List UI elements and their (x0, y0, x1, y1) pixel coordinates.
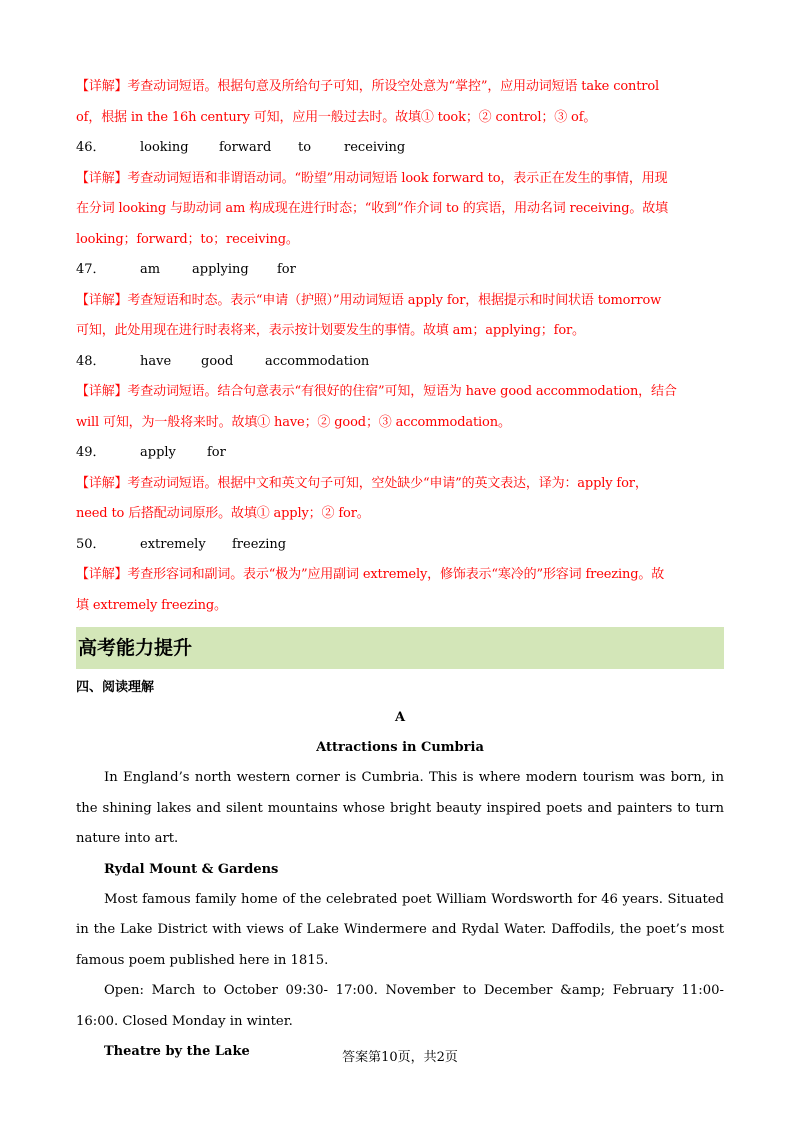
section-subtitle: 四、阅读理解 (76, 680, 155, 695)
attraction-heading-rydal: Rydal Mount & Gardens (104, 861, 279, 877)
answer-word: to (298, 140, 312, 155)
explanation-47 (76, 286, 724, 347)
answer-word: have (140, 353, 172, 369)
answer-word: looking (140, 140, 189, 155)
passage-intro: In England’s north western corner is Cumbria. This is where modern tourism was born, in the shining lakes and silent mountains whose bright beauty inspired poets and painters to turn nature into art. (76, 770, 724, 846)
question-number: 49． (76, 445, 106, 460)
text-line: need to 后搭配动词原形。故填① apply；② for。 (76, 506, 370, 521)
question-number: 47． (76, 262, 106, 277)
answer-word: receiving (344, 140, 406, 155)
answer-row-47 (76, 255, 724, 286)
attraction-description-rydal: Most famous family home of the celebrated poet William Wordsworth for 46 years. Situated in the Lake District with views of Lake Windermere and Rydal Water. Daffodils, the poet’s most famous poem published here in 1815. (76, 891, 724, 968)
answer-word: for (207, 445, 226, 460)
text-line: 【详解】考查动词短语和非谓语动词。“盼望”用动词短语 look forward to，表示正在发生的事情，用现 (76, 170, 668, 186)
answer-row-46 (76, 133, 724, 164)
text-line: 填 extremely freezing。 (76, 597, 227, 613)
text-line: 【详解】考查形容词和副词。表示“极为”应用副词 extremely，修饰表示“寒冷的”形容词 freezing。故 (76, 567, 665, 582)
explanation-48 (76, 377, 724, 438)
text-line: looking；forward；to；receiving。 (76, 231, 299, 247)
explanation-50 (76, 560, 724, 621)
question-number: 46． (76, 140, 106, 155)
answer-word: accommodation (265, 353, 370, 369)
answer-word: applying (192, 262, 249, 277)
text-line: 可知，此处用现在进行时表将来，表示按计划要发生的事情。故填 am；applying；for。 (76, 323, 585, 338)
document-page (76, 72, 724, 1067)
passage-letter: A (394, 710, 406, 725)
question-number: 50． (76, 536, 106, 552)
text-line: 【详解】考查动词短语。根据句意及所给句子可知，所设空处意为“掌控”，应用动词短语 take control (76, 79, 660, 94)
question-number: 48． (76, 353, 106, 369)
text-line: 【详解】考查动词短语。根据中文和英文句子可知，空处缺少“申请”的英文表达，译为：apply for， (76, 475, 648, 491)
attraction-opening-hours-rydal: Open: March to October 09:30- 17:00. November to December &amp; February 11:00- 16:00. Closed Monday in winter. (76, 983, 724, 1029)
answer-word: for (277, 262, 296, 277)
answer-row-49 (76, 438, 724, 469)
answer-row-50 (76, 530, 724, 561)
answer-word: extremely (140, 536, 206, 552)
answer-row-48 (76, 347, 724, 378)
text-line: 【详解】考查短语和时态。表示“申请（护照）”用动词短语 apply for，根据提示和时间状语 tomorrow (76, 292, 662, 308)
answer-word: freezing (232, 536, 287, 552)
answer-word: apply (140, 445, 176, 460)
explanation-45 (76, 72, 724, 133)
passage-title: Attractions in Cumbria (316, 740, 484, 755)
text-line: 【详解】考查动词短语。结合句意表示“有很好的住宿”可知，短语为 have good accommodation，结合 (76, 384, 677, 399)
text-line: 在分词 looking 与助动词 am 构成现在进行时态；“收到”作介词 to 的宾语，用动名词 receiving。故填 (76, 201, 668, 216)
page-footer: 答案第10页，共2页 (342, 1050, 458, 1065)
answer-word: good (201, 353, 234, 369)
answer-word: am (140, 262, 161, 277)
text-line: of，根据 in the 16h century 可知，应用一般过去时。故填① took；② control；③ of。 (76, 109, 597, 125)
text-line: will 可知，为一般将来时。故填① have；② good；③ accommodation。 (76, 414, 511, 430)
answer-word: forward (219, 140, 272, 155)
attraction-heading-theatre: Theatre by the Lake (104, 1044, 250, 1059)
explanation-46 (76, 164, 724, 256)
section-title-bar: 高考能力提升 (76, 627, 724, 669)
explanation-49 (76, 469, 724, 530)
